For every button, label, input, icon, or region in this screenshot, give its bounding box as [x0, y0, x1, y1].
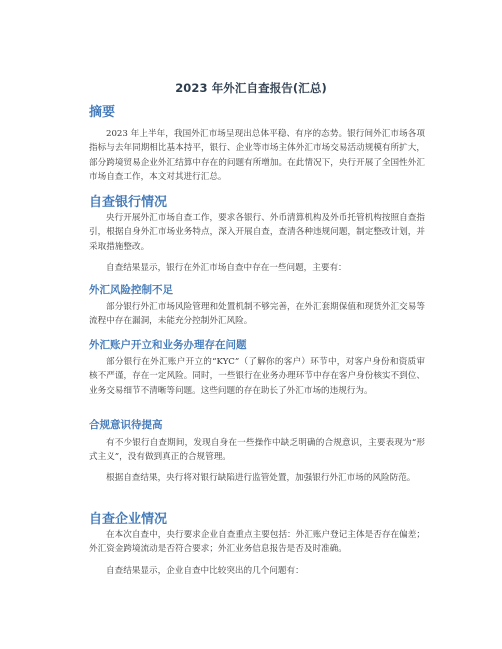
section-heading-summary: 摘要	[89, 105, 116, 120]
section-paragraph: 央行开展外汇市场自查工作，要求各银行、外币清算机构及外币托管机构按照自查指引，根据自身外汇市场业务特点，深入开展自查，查清各种违规问题，制定整改计划，并采取措施整改。	[89, 213, 425, 252]
subsection-heading-account-opening: 外汇账户开立和业务办理存在问题	[89, 339, 247, 351]
subsection-heading-compliance: 合规意识待提高	[89, 419, 163, 431]
section-paragraph: 自查结果显示，银行在外汇市场自查中存在一些问题，主要有：	[106, 263, 347, 273]
subsection-heading-risk-control: 外汇风险控制不足	[89, 284, 173, 296]
section-paragraph: 自查结果显示，企业自查中比较突出的几个问题有：	[106, 566, 304, 576]
document-title: 2023 年外汇自查报告(汇总)	[175, 81, 327, 95]
section-paragraph: 部分银行在外汇账户开立的“KYC”（了解你的客户）环节中，对客户身份和资质审核不严谨，存在一定风险。同时，一些银行在业务办理环节中存在客户身份核实不到位、业务交易细节不清晰等问题。这些问题的存在助长了外汇市场的违规行为。	[89, 357, 425, 396]
section-paragraph: 根据自查结果，央行将对银行缺陷进行监管处置，加强银行外汇市场的风险防范。	[106, 473, 416, 483]
section-heading-bank-check: 自查银行情况	[89, 195, 168, 210]
section-paragraph: 在本次自查中，央行要求企业自查重点主要包括：外汇账户登记主体是否存在偏差；外汇资金跨境流动是否符合要求；外汇业务信息报告是否及时准确。	[89, 530, 425, 555]
section-paragraph: 2023 年上半年，我国外汇市场呈现出总体平稳、有序的态势。银行间外汇市场各项指标与去年同期相比基本持平，银行、企业等市场主体外汇市场交易活动规模有所扩大，部分跨境贸易企业外汇结算中存在的问题有所增加。在此情况下，央行开展了全国性外汇市场自查工作，本文对其进行汇总。	[89, 129, 425, 182]
section-paragraph: 部分银行外汇市场风险管理和处置机制不够完善，在外汇套期保值和现货外汇交易等流程中存在漏洞，未能充分控制外汇风险。	[89, 302, 425, 327]
section-paragraph: 有不少银行自查期间，发现自身在一些操作中缺乏明确的合规意识，主要表现为“形式主义”，没有做到真正的合规管理。	[89, 438, 425, 463]
section-heading-enterprise-check: 自查企业情况	[89, 512, 168, 527]
